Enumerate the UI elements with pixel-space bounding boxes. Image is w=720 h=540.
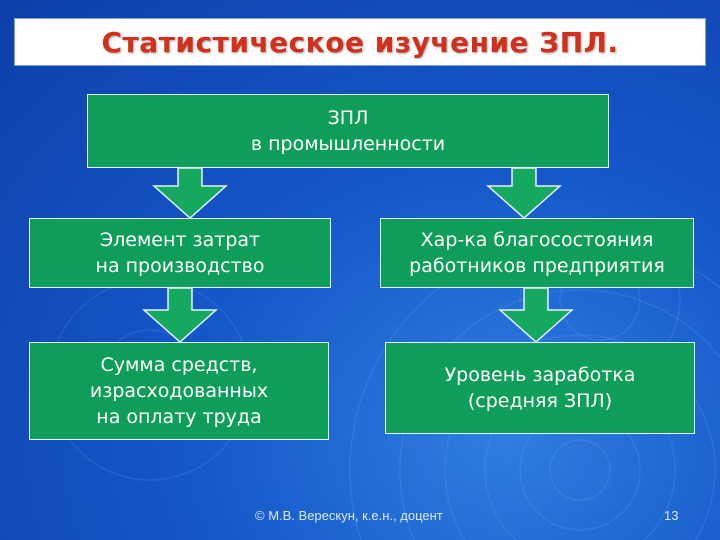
footer-author: © М.В. Верескун, к.е.н., доцент — [255, 508, 443, 523]
left-box2-line3: на оплату труда — [96, 406, 262, 428]
right-box1-line1: Хар-ка благосостояния — [420, 229, 654, 251]
right-box-welfare — [380, 218, 694, 288]
top-box-line2: в промышленности — [250, 133, 446, 155]
page-number: 13 — [664, 508, 679, 523]
slide-title: Статистическое изучение ЗПЛ. — [101, 25, 619, 59]
arrow-down-icon — [484, 168, 564, 218]
right-box2-line1: Уровень заработка — [444, 364, 636, 386]
left-box-wage-fund — [29, 342, 329, 440]
arrow-down-icon — [496, 288, 576, 342]
left-box1-line1: Элемент затрат — [99, 229, 261, 251]
right-box2-line2: (средняя ЗПЛ) — [467, 390, 613, 412]
right-box-earnings-level — [385, 342, 695, 434]
left-box2-line1: Сумма средств, — [100, 354, 258, 376]
title-bar — [14, 18, 706, 66]
arrow-down-icon — [150, 168, 230, 218]
top-box — [87, 94, 609, 168]
right-box1-line2: работников предприятия — [409, 255, 665, 277]
left-box-element-costs — [29, 218, 331, 288]
left-box2-line2: израсходованных — [89, 380, 269, 402]
arrow-down-icon — [140, 288, 220, 342]
left-box1-line2: на производство — [95, 255, 265, 277]
top-box-line1: ЗПЛ — [327, 107, 369, 129]
